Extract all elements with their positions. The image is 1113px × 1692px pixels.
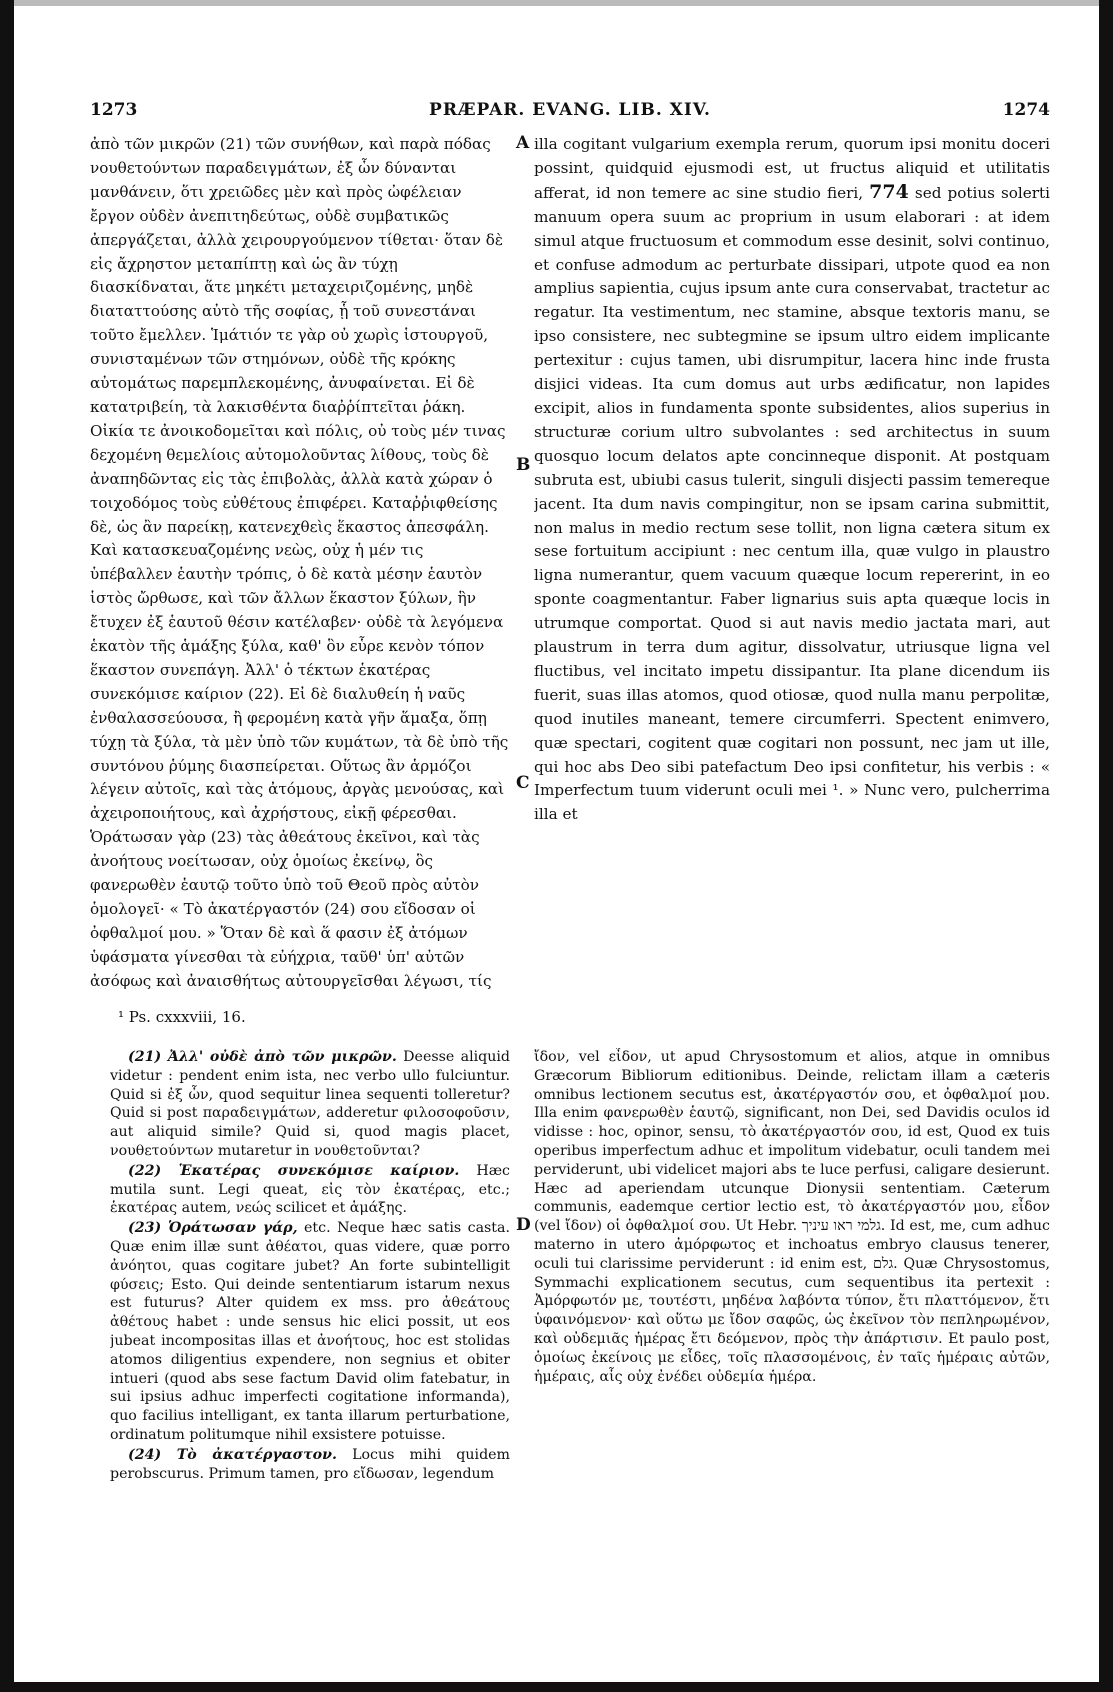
margin-letter-d: D — [516, 1215, 531, 1235]
note-text: Locus mihi quidem perobscurus. Primum tamen, pro εἴδωσαν, legendum — [110, 1446, 510, 1482]
page-number-right: 1274 — [1002, 100, 1050, 120]
greek-text: ἀπὸ τῶν μικρῶν (21) τῶν συνήθων, καὶ παρὰ πόδας νουθετούντων παραδειγμάτων, ἐξ ὧν δύνανται μανθάνειν, ὅτι χρειῶδες μὲν καὶ πρὸς ὠφέλειαν ἔργον οὐδὲν ἀνεπιτηδεύτως, οὐδὲ συμβατικῶς ἀπεργάζεται, ἀλλὰ χειρουργούμενον τίθεται· ὅταν δὲ εἰς ἄχρηστον μεταπίπτῃ καὶ ὡς ἂν τύχῃ διασκίδναται, ἅτε μηκέτι μεταχειριζομένης, μηδὲ διαταττούσης αὐτὸ τῆς σοφίας, ᾗ τοῦ συνεστάναι τοῦτο ἔμελλεν. Ἱμάτιόν τε γὰρ οὐ χωρὶς ἱστουργοῦ, συνισταμένων τῶν στημόνων, οὐδὲ τῆς κρόκης αὐτομάτως παρεμπλεκομένης, ἀνυφαίνεται. Εἰ δὲ κατατριβείη, τὰ λακισθέντα διαῤῥίπτεῖται ῥάκη. Οἰκία τε ἀνοικοδομεῖται καὶ πόλις, οὐ τοὺς μέν τινας δεχομένη θεμελίοις αὐτομολοῦντας λίθους, τοὺς δὲ ἀναπηδῶντας εἰς τὰς ἐπιβολὰς, ἀλλὰ κατὰ χώραν ὁ τοιχοδόμος τοὺς εὐθέτους ἐπιφέρει. Καταῤῥιφθείσης δὲ, ὡς ἂν παρείκῃ, κατενεχθεὶς ἕκαστος ἀπεσφάλη. Καὶ κατασκευαζομένης νεὼς, οὐχ ἡ μέν τις ὑπέβαλλεν ἑαυτὴν τρόπις, ὁ δὲ κατὰ μέσην ἑαυτὸν ἱστὸς ὤρθωσε, καὶ τῶν ἄλλων ἕκαστον ξύλων, ἣν ἔτυχεν ἐξ ἑαυτοῦ θέσιν κατέλαβεν· οὐδὲ τὰ λεγόμενα ἑκατὸν τῆς ἁμάξης ξύλα, καθ' ὃν εὗρε κενὸν τόπον ἕκαστον συνεπάγη. Ἀλλ' ὁ τέκτων ἑκατέρας συνεκόμισε καίριον (22). Εἰ δὲ διαλυθείη ἡ ναῦς ἐνθαλασσεύουσα, ἢ φερομένη κατὰ γῆν ἅμαξα, ὅπῃ τύχῃ τὰ ξύλα, τὰ μὲν ὑπὸ τῶν κυμάτων, τὰ δὲ ὑπὸ τῆς συντόνου ῥύμης διασπείρεται. Οὕτως ἂν ἁρμόζοι λέγειν αὐτοῖς, καὶ τὰς ἀτόμους, ἀργὰς μενούσας, καὶ ἀχειροποιήτους, καὶ ἀχρήστους, εἰκῇ φέρεσθαι. Ὁράτωσαν γὰρ (23) τὰς ἀθεάτους ἐκεῖνοι, καὶ τὰς ἀνοήτους νοείτωσαν, οὐχ ὁμοίως ἐκείνῳ, ὃς φανερωθὲν ἑαυτῷ τοῦτο ὑπὸ τοῦ Θεοῦ πρὸς αὐτὸν ὁμολογεῖ· « Τὸ ἀκατέργαστόν (24) σου εἴδοσαν οἱ ὀφθαλμοί μου. » Ὅταν δὲ καὶ ἅ φασιν ἐξ ἀτόμων ὑφάσματα γίνεσθαι τὰ εὐήχρια, ταῦθ' ὑπ' αὐτῶν ἀσόφως καὶ ἀναισθήτως αὐτουργεῖσθαι λέγωσι, τίς — [90, 135, 509, 990]
note-24-continued: ἴδον, vel εἶδον, ut apud Chrysostomum et alios, atque in omnibus Græcorum Bibliorum editionibus. Deinde, relictam illam a cæteris omnibus lectionem secutus est, ἀκατέργαστόν σου, et ὀφθαλμοί μου. Illa enim φανερωθὲν ἑαυτῷ, significant, non Dei, sed Davidis oculos id vidisse : hoc, opinor, sensu, τὸ ἀκατέργαστόν σου, id est, Quod ex tuis operibus imperfectum adhuc et impolitum videbatur, oculi tandem mei perviderunt, ubi videlicet majori abs te luce perfusi, caligare desierunt. Hæc ad aperiendam utcunque Dionysii sententiam. Cæterum communis, eademque certior lectio est, τὸ ἀκατέργαστόν μου, εἶδον (vel ἴδον) οἱ ὀφθαλμοί σου. Ut Hebr. גלמי ראו עיניך. Id est, me, cum adhuc materno in utero ἀμόρφωτος et inchoatus embryo clausus tenerer, oculi tui clarissime perviderunt : id enim est, גלם. Quæ Chrysostomus, Symmachi explicationem secutus, cum sequentibus ita pertexit : Ἀμόρφωτόν με, τουτέστι, μηδένα λαβόντα τύπον, ἔτι πλαττόμενον, ἔτι ὑφαινόμενον· καὶ οὕτω με ἴδον σαφῶς, ὡς ἐκεῖνον τὸν πεπληρωμένον, καὶ οὐδεμιᾶς ἡμέρας ἔτι δεόμενον, πρὸς τὴν ἀπάρτισιν. Et paulo post, ὁμοίως ἐκείνοις με εἶδες, τοῖς πλασσομένοις, ἐν ταῖς ἡμέραις αὐτῶν, ἡμέραις, αἷς οὐχ ἐνέδει οὐδεμία ἡμέρα. — [534, 1049, 1050, 1385]
scan-edge — [14, 0, 1099, 6]
scripture-footnote: ¹ Ps. cxxxviii, 16. — [118, 1008, 246, 1026]
greek-text-column — [90, 133, 510, 993]
note-label: (22) Ἑκατέρας συνεκόμισε καίριον. — [128, 1162, 460, 1179]
note-text: Deesse aliquid videtur : pendent enim ista, nec verbo ullo fulciuntur. Quid si ἐξ ὧν, quod sequitur linea sequenti tolleretur? Quid si post παραδειγμάτων, adderetur φιλοσοφοῦσιν, aut aliquid simile? Quid si, quod magis placet, νουθετούντων mutaretur in νουθετοῦνται? — [110, 1049, 510, 1159]
note-text: Hæc mutila sunt. Legi queat, εἰς τὸν ἑκατέρας, etc.; ἑκατέρας autem, νεώς scilicet et ἁμάξης. — [110, 1162, 510, 1217]
note-21 — [110, 1048, 510, 1161]
note-label: (21) Ἀλλ' οὐδὲ ἀπὸ τῶν μικρῶν. — [128, 1049, 397, 1065]
notes-right-column — [534, 1048, 1050, 1668]
notes-left-column — [110, 1048, 510, 1668]
margin-letter-a: A — [516, 133, 530, 153]
margin-letter-c: C — [516, 773, 530, 793]
note-24 — [110, 1446, 510, 1484]
running-title: PRÆPAR. EVANG. LIB. XIV. — [429, 100, 711, 120]
note-label: (23) Ὁράτωσαν γάρ, — [128, 1220, 298, 1237]
running-header — [90, 100, 1050, 124]
note-label: (24) Τὸ ἀκατέργαστον. — [128, 1446, 337, 1463]
latin-text — [534, 133, 1050, 827]
page-number-left: 1273 — [90, 100, 138, 120]
margin-letter-b: B — [516, 455, 531, 475]
note-22 — [110, 1162, 510, 1218]
latin-text-column — [534, 133, 1050, 993]
note-text: etc. Neque hæc satis casta. Quæ enim illæ sunt ἀθέατοι, quas videre, quæ porro ἀνόητοι, quas cogitare jubet? An forte subintelligit φύσεις; Esto. Qui deinde sententiarum istarum nexus est futurus? Alter quidem ex mss. pro ἀθεάτους ἀθέτους habet : unde sensus hic elici possit, ut eos jubeat incompositas illas et ἀνοήτους, hoc est stolidas atomos diligentius expendere, non segnius et obiter intueri (quod abs sese factum David olim fatebatur, in sui ipsius adhuc imperfecti cogitatione informanda), quo facilius intelligant, ex tanta illarum perturbatione, ordinatum politumque nihil exsistere potuisse. — [110, 1220, 510, 1443]
note-23 — [110, 1219, 510, 1445]
latin-page-marker: 774 — [869, 180, 909, 203]
scan-edge-bottom — [14, 1682, 1099, 1692]
latin-text-part1: illa cogitant vulgarium exempla rerum, quorum ipsi monitu doceri possint, quidquid ejusmodi est, ut fructus aliquid et utilitatis afferat, id non temere ac sine studio fieri, — [534, 135, 1050, 202]
latin-text-part2: sed potius solerti manuum opera suum ac proprium in usum elaborari : at idem simul atque fructuosum et commodum esse desinit, solvi continuo, et confuse admodum ac perturbate dissipari, utpote quod ea non amplius sapientia, cujus ipsum ante cura conservabat, tractetur ac regatur. Ita vestimentum, nec stamine, absque textoris manu, se ipso consistere, nec subtegmine se ipsum ultro eidem implicante pertexitur : cujus tamen, ubi disrumpitur, lacera hinc inde frusta disjici videas. Ita cum domus aut urbs ædificatur, non lapides excipit, alios in fundamenta sponte subsidentes, alios superius in structuræ corium ultro subvolantes : sed architectus in suum quosquo locum delatos apte concinneque disponit. At postquam subruta est, ubiubi casus tulerit, singuli disjecti passim temereque jacent. Ita dum navis compingitur, non se ipsam carina submittit, non malus in medio rectum sese tollit, non ligna cætera situm ex sese fortuitum accipiunt : nec centum illa, quæ vulgo in plaustro ligna numerantur, quem vacuum quæque locum repererint, in eo sponte coagmentantur. Faber lignarius suis apta quæque locis in utrumque comportat. Quod si aut navis medio jactata mari, aut plaustrum in terra dum agitur, dissolvatur, utriusque ligna vel fluctibus, vel incitato impetu dissipantur. Ita plane dicendum iis fuerit, suas illas atomos, quod otiosæ, quod nulla manu perpolitæ, quod inutiles maneant, temere circumferri. Spectent enimvero, quæ spectari, cogitent quæ cogitari non possunt, nec jam ut ille, qui hoc abs Deo sibi patefactum Deo ipsi confitetur, his verbis : « Imperfectum tuum viderunt oculi mei ¹. » Nunc vero, pulcherrima illa et — [534, 183, 1050, 824]
